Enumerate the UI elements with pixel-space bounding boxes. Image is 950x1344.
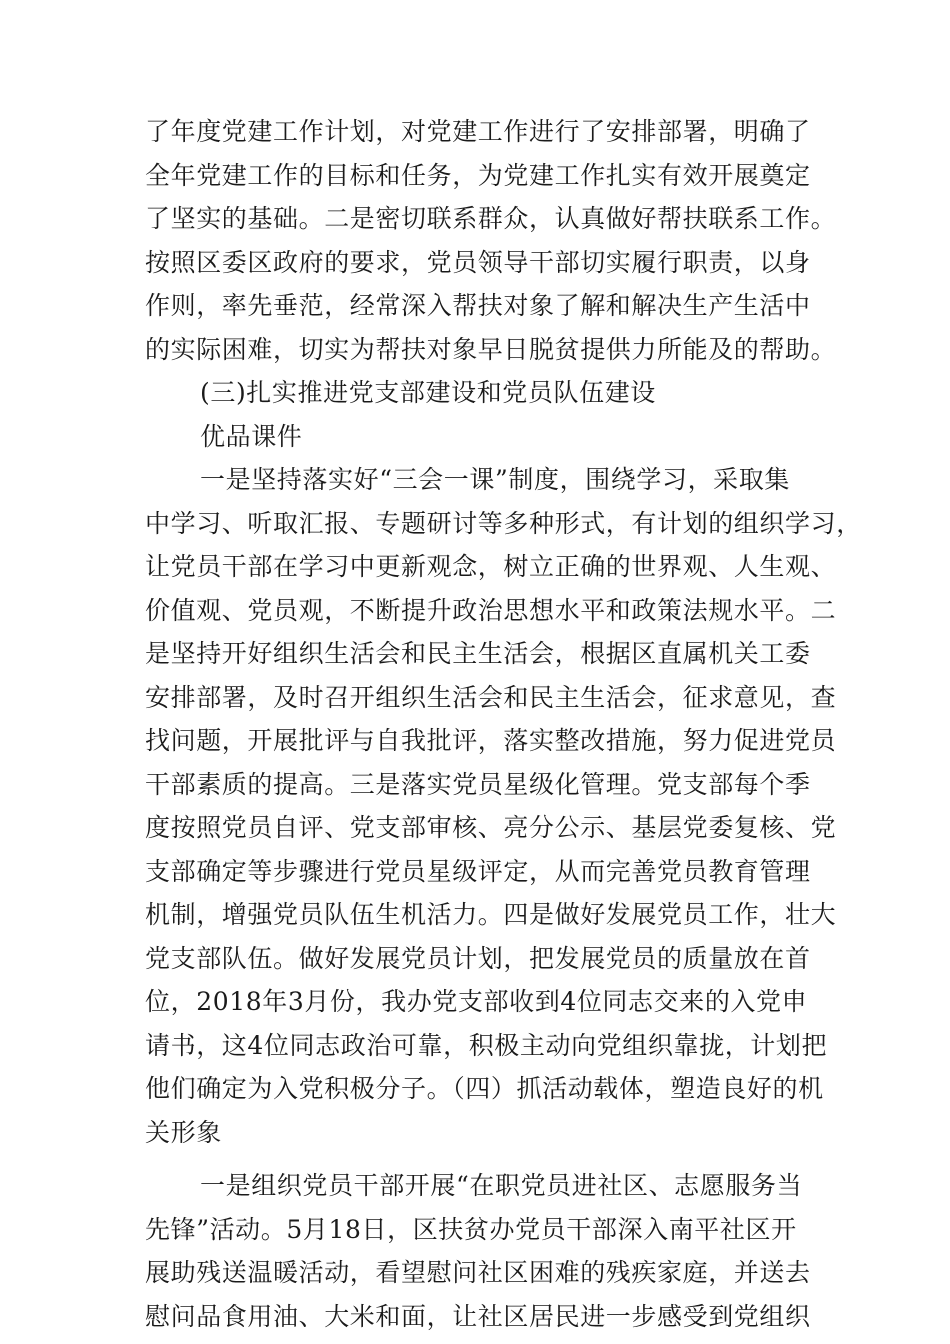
text-line: 位，2018年3月份，我办党支部收到4位同志交来的入党申 [145,987,808,1016]
text-line: 请书，这4位同志政治可靠，积极主动向党组织靠拢，计划把 [145,1030,828,1060]
text-line: 按照区委区政府的要求，党员领导干部切实履行职责，以身 [145,247,811,277]
text-line: 安排部署，及时召开组织生活会和民主生活会，征求意见，查 [145,682,837,712]
text-line: 关形象 [145,1117,222,1147]
text-line: 了年度党建工作计划，对党建工作进行了安排部署，明确了 [145,117,811,146]
text-line: 中学习、听取汇报、专题研讨等多种形式，有计划的组织学习， [145,508,862,538]
text-line: 全年党建工作的目标和任务，为党建工作扎实有效开展奠定 [145,160,811,190]
text-line: 价值观、党员观，不断提升政治思想水平和政策法规水平。二 [145,595,837,625]
text-line: 作则，率先垂范，经常深入帮扶对象了解和解决生产生活中 [145,291,811,320]
text-line: 支部确定等步骤进行党员星级评定，从而完善党员教育管理 [145,856,811,886]
section-heading: (三)扎实推进党支部建设和党员队伍建设 [200,378,656,407]
text-line: 展助残送温暖活动，看望慰问社区困难的残疾家庭，并送去 [145,1258,811,1287]
text-line: 度按照党员自评、党支部审核、亮分公示、基层党委复核、党 [145,813,837,842]
text-line: 的实际困难，切实为帮扶对象早日脱贫提供力所能及的帮助。 [145,334,837,364]
text-line: 先锋”活动。5月18日，区扶贫办党员干部深入南平社区开 [145,1214,797,1244]
text-line: 一是组织党员干部开展“在职党员进社区、志愿服务当 [200,1171,803,1200]
text-line: 党支部队伍。做好发展党员计划，把发展党员的质量放在首 [145,943,811,973]
text-line: 让党员干部在学习中更新观念，树立正确的世界观、人生观、 [145,552,837,581]
inline-label: 优品课件 [200,421,303,451]
text-line: 慰问品食用油、大米和面，让社区居民进一步感受到党组织 [145,1301,811,1331]
text-line: 找问题，开展批评与自我批评，落实整改措施，努力促进党员 [145,726,837,755]
text-line: 干部素质的提高。三是落实党员星级化管理。党支部每个季 [145,769,811,799]
text-line: 是坚持开好组织生活会和民主生活会，根据区直属机关工委 [145,639,811,668]
text-line: 机制，增强党员队伍生机活力。四是做好发展党员工作，壮大 [145,900,837,929]
text-line: 了坚实的基础。二是密切联系群众，认真做好帮扶联系工作。 [145,204,837,233]
text-line: 他们确定为入党积极分子。（四）抓活动载体，塑造良好的机 [145,1074,824,1103]
paragraph-gap [145,1154,815,1164]
document-body [145,110,862,1338]
text-line: 一是坚持落实好“三会一课”制度，围绕学习，采取集 [200,465,790,494]
